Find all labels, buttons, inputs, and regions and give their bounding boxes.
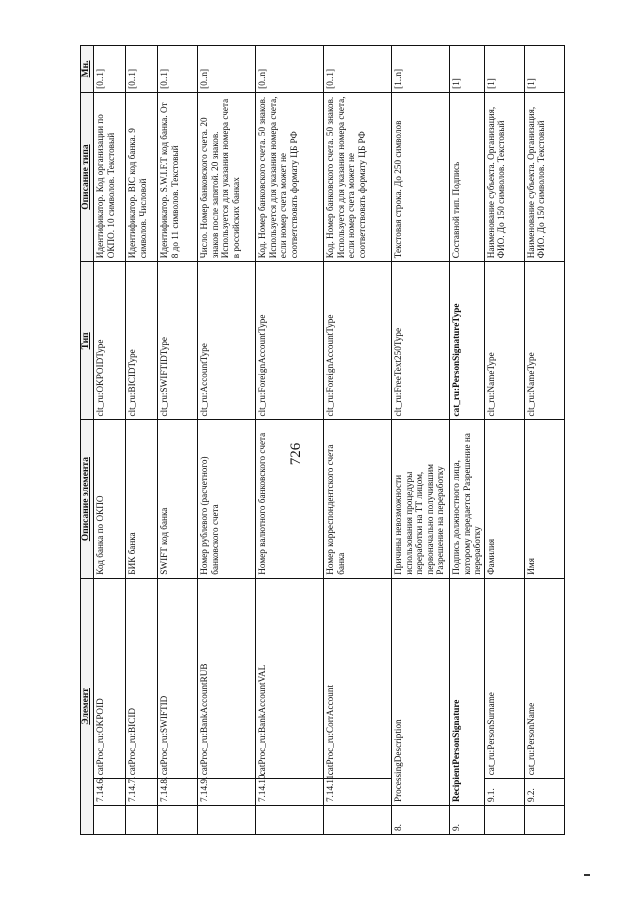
row-number: 7.14.10. [256,779,324,806]
row-element: cat_ru:PersonName [524,578,564,779]
row-type-description: Наименование субъекта. Организация, ФИО. До 150 символов. Текстовый [524,92,564,261]
indent-cell [484,806,524,835]
table-row [392,46,450,835]
row-type: clt_ru:ForeignAccountType [256,262,324,420]
page-number: 726 [288,442,304,466]
indent-cell [126,806,158,835]
row-type-description: Наименование субъекта. Организация, ФИО. До 150 символов. Текстовый [484,92,524,261]
row-description: Имя [524,420,564,578]
header-description: Описание элемента [81,420,94,578]
row-element: cat_ru:PersonSurname [484,578,524,779]
row-multiplicity: [0..1] [94,46,126,93]
row-type: clt_ru:SWIFTIDType [158,262,198,420]
row-type: clt_ru:FreeText250Type [392,262,450,420]
row-type: clt_ru:NameType [484,262,524,420]
row-type-description: Идентификатор. Код организации по ОКПО. 10 символов. Текстовый [94,92,126,261]
row-number: 9.2. [524,779,564,806]
row-element: ProcessingDescription [392,578,450,805]
indent-cell [158,806,198,835]
table-row [256,46,324,835]
row-number: 9. [450,806,485,835]
table-row [484,46,524,835]
row-description: БИК банка [126,420,158,578]
row-multiplicity: [0..1] [126,46,158,93]
indent-cell [524,806,564,835]
header-multiplicity: Мн. [81,46,94,93]
row-type-description: Текстовая строка. До 250 символов [392,92,450,261]
row-type: clt_ru:AccountType [198,262,256,420]
row-multiplicity: [0..n] [256,46,324,93]
row-type: clt_ru:ForeignAccountType [324,262,392,420]
table-row [198,46,256,835]
scan-mark [584,874,590,876]
row-number: 7.14.9. [198,779,256,806]
table-row [324,46,392,835]
table-row [524,46,564,835]
row-type: cat_ru:PersonSignatureType [450,262,485,420]
header-type-description: Описание типа [81,92,94,261]
row-number: 7.14.8. [158,779,198,806]
row-element: catProc_ru:BICID [126,578,158,779]
row-multiplicity: [0..n] [198,46,256,93]
row-description: Фамилия [484,420,524,578]
table-header-row [81,46,94,835]
header-element: Элемент [81,578,94,834]
row-description: Номер валютного банковского счета [256,420,324,578]
row-element: catProc_ru:SWIFTID [158,578,198,779]
row-description: Номер рублевого (расчетного) банковского счета [198,420,256,578]
row-type-description: Код. Номер банковского счета. 50 знаков. Используется для указания номера счета, если номер счета может не соответствовать формату ЦБ РФ [256,92,324,261]
row-description: SWIFT код банка [158,420,198,578]
row-element: RecipientPersonSignature [450,578,485,805]
row-multiplicity: [1] [450,46,485,93]
row-element: catProc_ru:BankAccountVAL [256,578,324,779]
row-type: clt_ru:BICIDType [126,262,158,420]
table-row [158,46,198,835]
rotated-table-container [80,45,560,835]
indent-cell [198,806,256,835]
row-description: Номер корреспондентского счета банка [324,420,392,578]
row-number: 7.14.11. [324,779,392,806]
row-element: catProc_ru:BankAccountRUB [198,578,256,779]
row-type-description: Идентификатор. S.W.I.F.T код банка. От 8 до 11 символов. Текстовый [158,92,198,261]
indent-cell [324,806,392,835]
table-row [126,46,158,835]
table-row [450,46,485,835]
row-number: 7.14.6. [94,779,126,806]
row-multiplicity: [1..n] [392,46,450,93]
row-description: Подпись должностного лица, которому передается Разрешение на переработку [450,420,485,578]
row-type-description: Составной тип. Подпись [450,92,485,261]
row-multiplicity: [0..1] [158,46,198,93]
row-number: 7.14.7. [126,779,158,806]
row-type-description: Число. Номер банковского счета. 20 знаков после запятой. 20 знаков. Используется для указания номера счета в российских банках [198,92,256,261]
indent-cell [94,806,126,835]
row-number: 8. [392,806,450,835]
row-multiplicity: [1] [484,46,524,93]
row-element: catProc_ru:CorrAccount [324,578,392,779]
row-description: Код банка по ОКПО [94,420,126,578]
table-row [94,46,126,835]
row-element: catProc_ru:OKPOID [94,578,126,779]
row-multiplicity: [0..1] [324,46,392,93]
indent-cell [256,806,324,835]
row-type-description: Идентификатор. BIC код банка. 9 символов. Числовой [126,92,158,261]
row-type: clt_ru:NameType [524,262,564,420]
row-type: clt_ru:OKPOIDType [94,262,126,420]
specification-table [80,45,565,835]
row-multiplicity: [1] [524,46,564,93]
row-description: Причины невозможности использования процедуры переработки на ТТ лицом, первоначально получившим Разрешение на переработку [392,420,450,578]
row-type-description: Код. Номер банковского счета. 50 знаков. Используется для указания номера счета, если номер счета может не соответствовать формату ЦБ РФ [324,92,392,261]
header-type: Тип [81,262,94,420]
row-number: 9.1. [484,779,524,806]
